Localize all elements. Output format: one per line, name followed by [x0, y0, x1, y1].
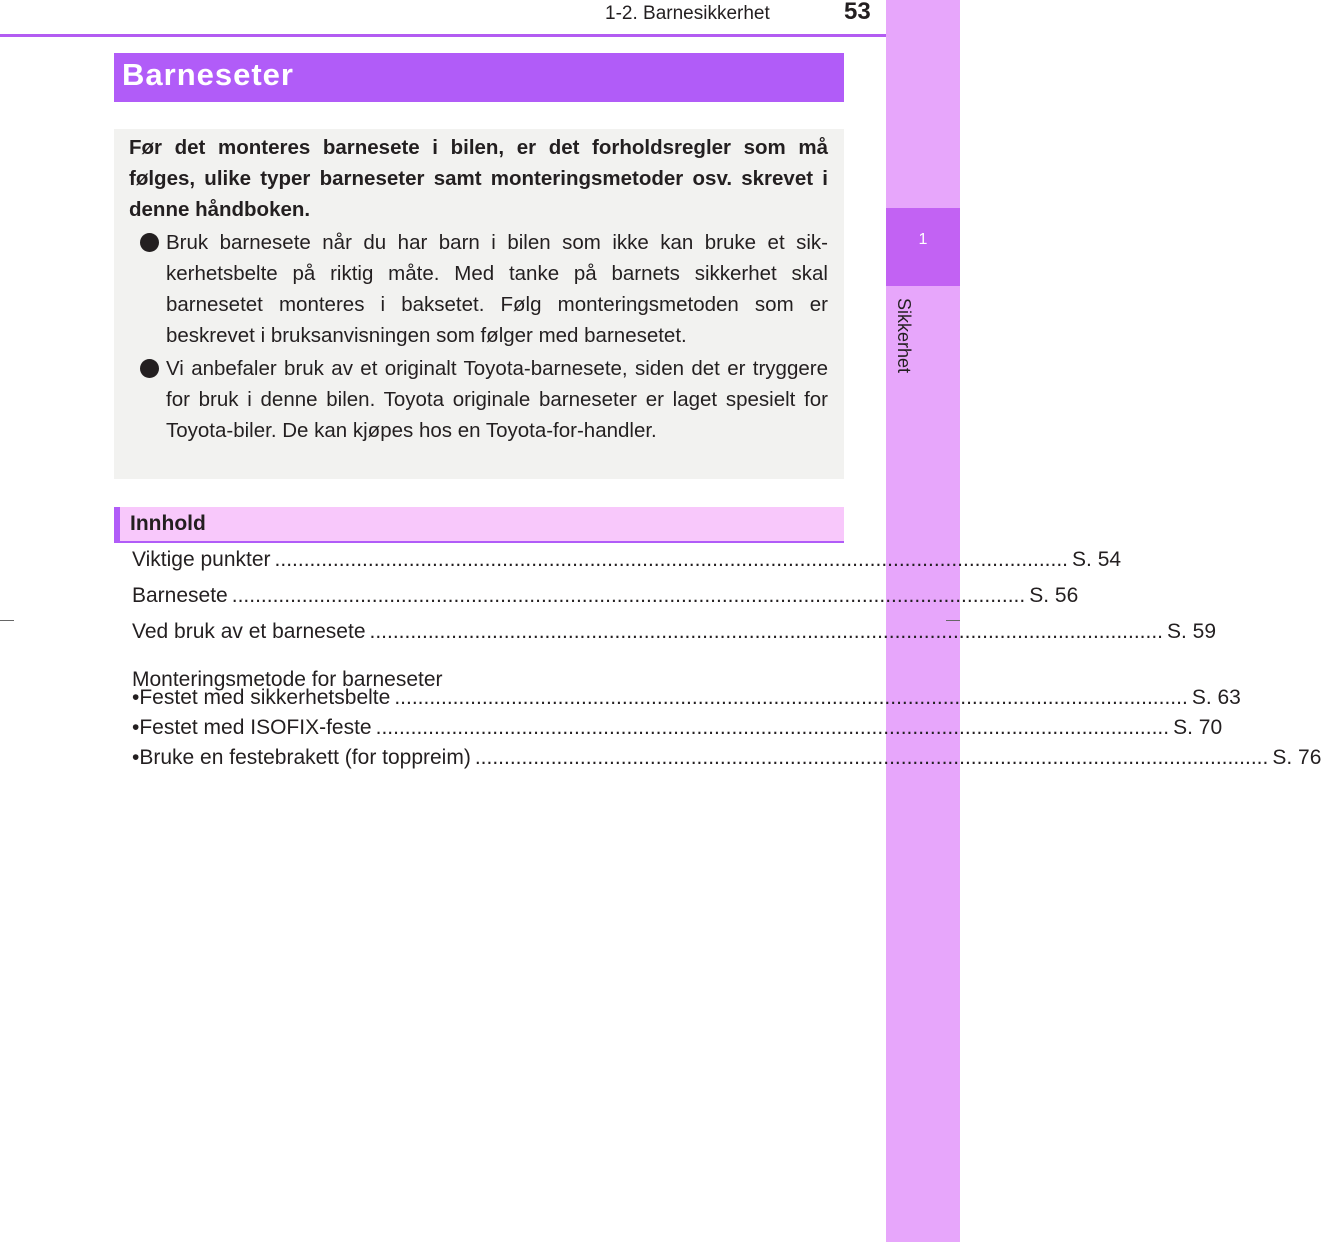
toc-bullet: •	[132, 746, 140, 769]
toc-entry-page: S. 56	[1029, 584, 1079, 607]
toc-bullet: •	[132, 686, 140, 709]
toc-entry[interactable]	[132, 620, 1217, 656]
toc-entry-page: S. 63	[1191, 686, 1241, 709]
toc-entry-title: Festet med sikkerhetsbelte	[139, 686, 391, 709]
toc-entry-page: S. 54	[1072, 548, 1122, 571]
toc-sub-entry[interactable]	[132, 686, 1241, 716]
page-title: Barneseter	[122, 57, 294, 92]
chapter-number: 1	[918, 231, 928, 248]
toc-sub-entry[interactable]	[132, 716, 1223, 746]
toc-group-title: Monteringsmetode for barneseter	[132, 668, 443, 691]
title-banner	[114, 53, 844, 102]
toc-entry[interactable]	[132, 584, 1079, 620]
intro-bullet-text: Bruk barnesete når du har barn i bilen som ikke kan bruke et sik-kerhetsbelte på riktig måte. Med tanke på barnets sikkerhet skal barnesetet monteres i baksetet. Følg monteringsmetoden som er beskrevet i bruksanvisningen som følger med barnesetet.	[166, 231, 828, 347]
intro-bullet-item	[129, 353, 828, 446]
header-section-title: 1-2. Barnesikkerhet	[605, 3, 770, 24]
toc-entry-page: S. 76	[1272, 746, 1321, 769]
toc-sub-entry[interactable]	[132, 746, 1321, 776]
toc-entry-title: Viktige punkter	[132, 548, 271, 571]
toc-leader-dots: ........................................................................................................................................	[474, 746, 1269, 769]
toc-entry-title: Ved bruk av et barnesete	[132, 620, 366, 643]
toc-leader-dots: ........................................................................................................................................	[369, 620, 1163, 643]
toc-entry-title: Bruke en festebrakett (for toppreim)	[139, 746, 471, 769]
toc-entry-title: Barnesete	[132, 584, 228, 607]
toc-leader-dots: ........................................................................................................................................	[375, 716, 1170, 739]
toc-entry-page: S. 70	[1173, 716, 1223, 739]
chapter-label: Sikkerhet	[894, 298, 914, 374]
bullet-dot-icon	[140, 233, 159, 252]
header-divider	[0, 34, 886, 37]
toc-bullet: •	[132, 716, 140, 739]
intro-bullet-item	[129, 227, 828, 351]
contents-heading-bar	[114, 507, 844, 543]
toc-entry[interactable]	[132, 548, 1122, 584]
heading-marker	[114, 507, 120, 541]
toc-entry-page: S. 59	[1167, 620, 1217, 643]
toc-leader-dots: ........................................................................................................................................	[394, 686, 1188, 709]
intro-bullet-text: Vi anbefaler bruk av et originalt Toyota-barnesete, siden det er tryggere for bruk i denne bilen. Toyota originale barneseter er laget spesielt for Toyota-biler. De kan kjøpes hos en Toyota-for-handler.	[166, 357, 828, 442]
table-of-contents	[132, 548, 1321, 776]
bullet-dot-icon	[140, 359, 159, 378]
intro-lead: Før det monteres barnesete i bilen, er det forholdsregler som må følges, ulike typer barneseter samt monteringsmetoder osv. skrevet i denne håndboken.	[129, 136, 828, 221]
intro-bullets	[129, 227, 828, 446]
intro-box	[114, 129, 844, 479]
toc-entry-title: Festet med ISOFIX-feste	[139, 716, 372, 739]
toc-group-heading	[132, 656, 808, 691]
crop-mark-left	[0, 620, 14, 621]
contents-heading: Innhold	[130, 512, 206, 535]
chapter-tab	[886, 208, 960, 286]
toc-leader-dots: ........................................................................................................................................	[274, 548, 1069, 571]
toc-leader-dots: ........................................................................................................................................	[231, 584, 1026, 607]
page-number: 53	[844, 0, 871, 25]
